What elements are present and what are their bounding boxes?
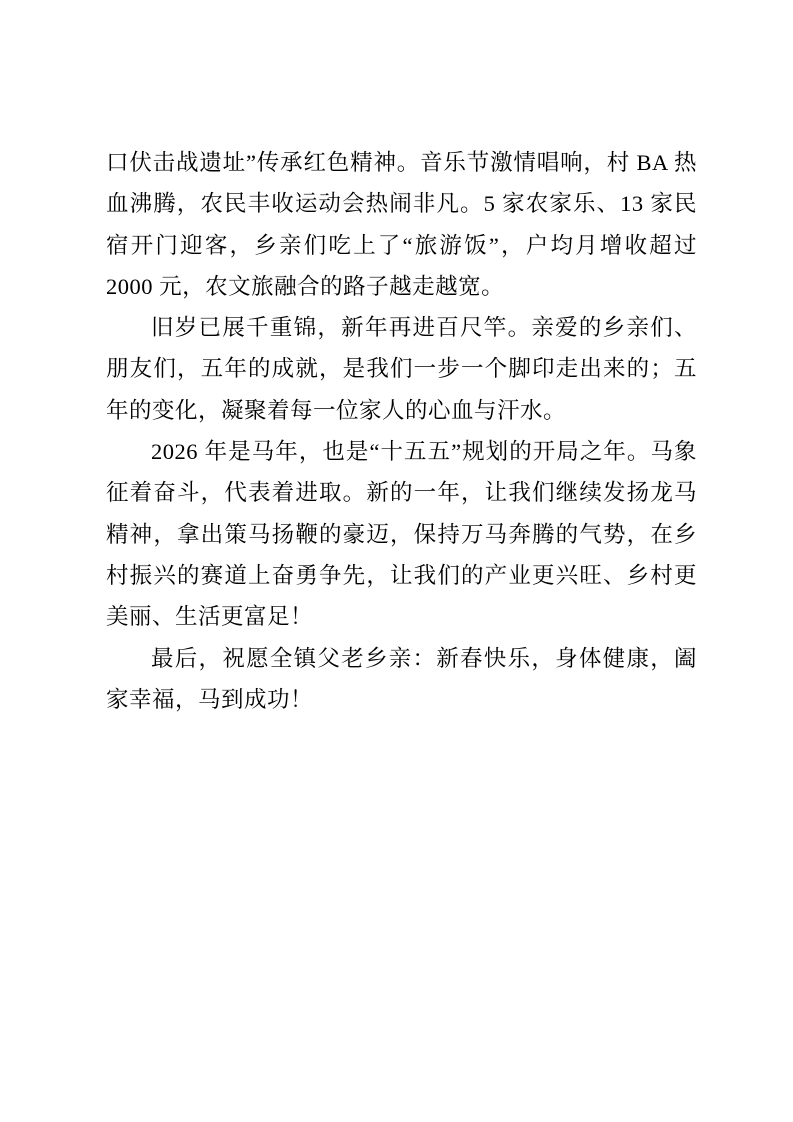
paragraph-1: 口伏击战遗址”传承红色精神。音乐节激情唱响，村 BA 热血沸腾，农民丰收运动会热闹非凡。5 家农家乐、13 家民宿开门迎客，乡亲们吃上了“旅游饭”，户均月增收超过 2000 元，农文旅融合的路子越走越宽。 [106,150,697,299]
paragraph-2: 旧岁已展千重锦，新年再进百尺竿。亲爱的乡亲们、朋友们，五年的成就，是我们一步一个脚印走出来的；五年的变化，凝聚着每一位家人的心血与汗水。 [106,315,697,423]
document-body [106,142,697,720]
paragraph-3: 2026 年是马年，也是“十五五”规划的开局之年。马象征着奋斗，代表着进取。新的一年，让我们继续发扬龙马精神，拿出策马扬鞭的豪迈，保持万马奔腾的气势，在乡村振兴的赛道上奋勇争先，让我们的产业更兴旺、乡村更美丽、生活更富足！ [106,439,697,630]
paragraph-4: 最后，祝愿全镇父老乡亲：新春快乐，身体健康，阖家幸福，马到成功！ [106,645,697,712]
